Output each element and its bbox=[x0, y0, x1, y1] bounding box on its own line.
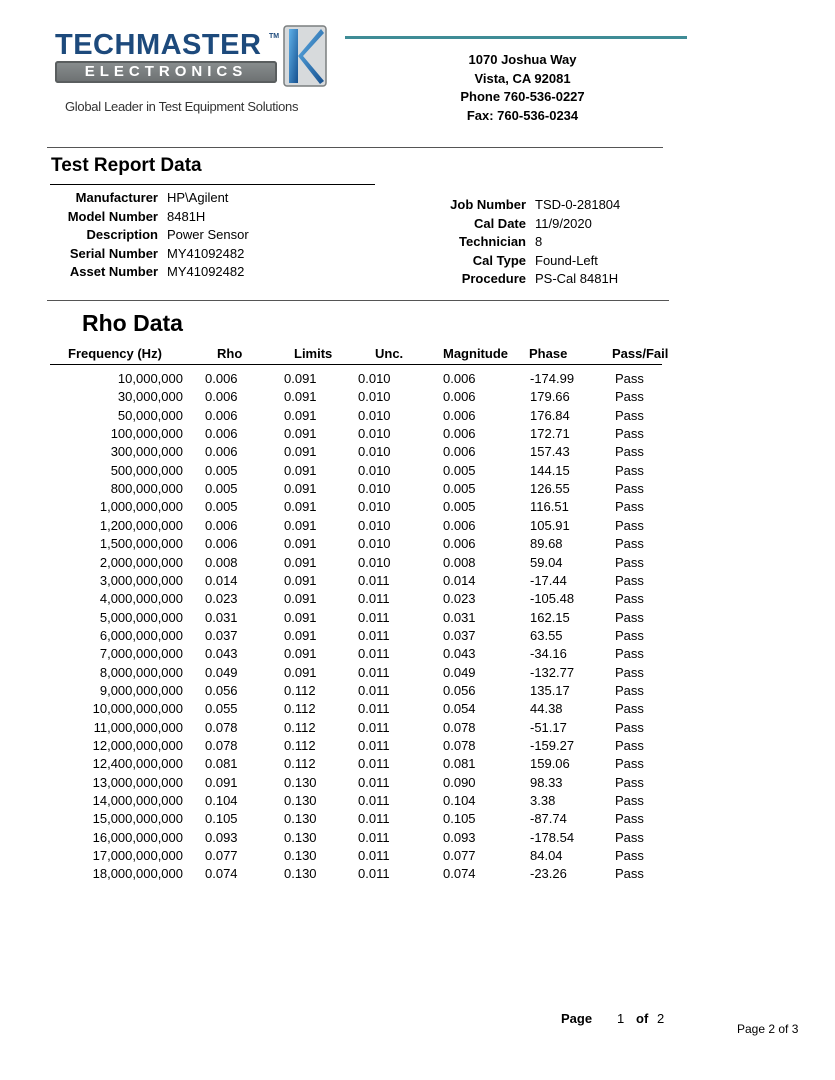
table-row bbox=[0, 866, 700, 882]
cell-pass-fail: Pass bbox=[615, 664, 644, 680]
table-row bbox=[0, 536, 700, 552]
cell-frequency: 8,000,000,000 bbox=[99, 664, 183, 680]
address-phone: Phone 760-536-0227 bbox=[460, 89, 585, 104]
table-row bbox=[0, 610, 700, 626]
cell-limits: 0.130 bbox=[284, 829, 317, 845]
cell-frequency: 1,500,000,000 bbox=[99, 536, 183, 552]
cell-phase: 84.04 bbox=[530, 848, 563, 864]
column-header-limits: Limits bbox=[294, 346, 333, 361]
logo-brand-top: TECHMASTER bbox=[55, 29, 262, 61]
cell-limits: 0.112 bbox=[284, 756, 316, 772]
cell-unc: 0.010 bbox=[358, 481, 391, 497]
cell-frequency: 4,000,000,000 bbox=[99, 591, 183, 607]
cell-magnitude: 0.006 bbox=[443, 426, 476, 442]
cell-phase: -132.77 bbox=[530, 664, 575, 680]
cell-frequency: 3,000,000,000 bbox=[99, 572, 183, 588]
cell-magnitude: 0.078 bbox=[443, 738, 476, 753]
info-label: Job Number bbox=[450, 197, 526, 212]
info-label: Serial Number bbox=[69, 245, 158, 261]
cell-rho: 0.008 bbox=[205, 554, 238, 570]
table-row bbox=[0, 756, 700, 772]
cell-phase: -87.74 bbox=[530, 811, 567, 827]
cell-rho: 0.006 bbox=[205, 426, 238, 442]
cell-limits: 0.091 bbox=[284, 444, 317, 460]
header-accent-rule bbox=[345, 36, 687, 39]
column-header-magnitude: Magnitude bbox=[443, 346, 508, 361]
table-row bbox=[0, 371, 700, 387]
cell-magnitude: 0.005 bbox=[443, 499, 476, 515]
cell-unc: 0.010 bbox=[358, 407, 391, 423]
cell-limits: 0.112 bbox=[284, 701, 316, 717]
cell-phase: 63.55 bbox=[530, 627, 563, 643]
cell-magnitude: 0.006 bbox=[443, 517, 476, 533]
cell-limits: 0.091 bbox=[284, 462, 317, 478]
cell-phase: 59.04 bbox=[530, 554, 563, 570]
cell-pass-fail: Pass bbox=[615, 811, 644, 827]
cell-frequency: 1,000,000,000 bbox=[99, 499, 183, 515]
cell-pass-fail: Pass bbox=[615, 756, 644, 772]
cell-limits: 0.091 bbox=[284, 554, 317, 570]
cell-unc: 0.011 bbox=[358, 591, 390, 607]
cell-unc: 0.010 bbox=[358, 426, 391, 442]
cell-frequency: 10,000,000,000 bbox=[92, 701, 183, 717]
info-row-model-number bbox=[0, 208, 380, 227]
cell-pass-fail: Pass bbox=[615, 682, 644, 698]
table-header-rule bbox=[50, 364, 662, 365]
cell-pass-fail: Pass bbox=[615, 609, 644, 625]
cell-rho: 0.081 bbox=[205, 756, 238, 772]
cell-frequency: 11,000,000,000 bbox=[93, 719, 183, 735]
cell-unc: 0.011 bbox=[358, 609, 390, 625]
info-label: Model Number bbox=[67, 208, 158, 224]
cell-phase: -178.54 bbox=[530, 829, 575, 845]
cell-pass-fail: Pass bbox=[615, 738, 644, 753]
table-row bbox=[0, 665, 700, 681]
address-street: 1070 Joshua Way bbox=[468, 52, 577, 67]
cell-rho: 0.006 bbox=[205, 389, 238, 405]
job-info bbox=[400, 196, 660, 291]
info-value: MY41092482 bbox=[167, 245, 245, 261]
cell-limits: 0.091 bbox=[284, 664, 317, 680]
table-row bbox=[0, 720, 700, 736]
cell-pass-fail: Pass bbox=[615, 701, 644, 717]
divider bbox=[47, 300, 669, 301]
cell-phase: -174.99 bbox=[530, 371, 575, 386]
cell-unc: 0.010 bbox=[358, 517, 391, 533]
info-label: Cal Date bbox=[473, 215, 526, 231]
cell-frequency: 14,000,000,000 bbox=[92, 793, 183, 809]
info-value: PS-Cal 8481H bbox=[535, 271, 619, 287]
cell-magnitude: 0.014 bbox=[443, 572, 476, 588]
info-row-description bbox=[0, 226, 380, 245]
column-header-rho: Rho bbox=[217, 346, 243, 361]
cell-frequency: 16,000,000,000 bbox=[92, 829, 183, 845]
cell-pass-fail: Pass bbox=[615, 646, 644, 662]
cell-rho: 0.043 bbox=[205, 646, 238, 662]
cell-frequency: 500,000,000 bbox=[110, 462, 183, 478]
table-row bbox=[0, 573, 700, 589]
cell-pass-fail: Pass bbox=[615, 774, 644, 790]
info-row-serial-number bbox=[0, 245, 380, 264]
cell-pass-fail: Pass bbox=[615, 481, 644, 497]
cell-pass-fail: Pass bbox=[615, 499, 644, 515]
cell-limits: 0.091 bbox=[284, 407, 317, 423]
cell-phase: 135.17 bbox=[530, 682, 570, 698]
cell-pass-fail: Pass bbox=[615, 371, 644, 386]
cell-phase: 98.33 bbox=[530, 774, 563, 790]
pdf-page-indicator: Page 2 of 3 bbox=[737, 1022, 799, 1036]
cell-magnitude: 0.077 bbox=[443, 848, 476, 864]
table-row bbox=[0, 591, 700, 607]
cell-pass-fail: Pass bbox=[615, 462, 644, 478]
cell-frequency: 800,000,000 bbox=[110, 481, 183, 497]
cell-unc: 0.011 bbox=[358, 719, 390, 735]
cell-phase: -51.17 bbox=[530, 719, 567, 735]
cell-unc: 0.010 bbox=[358, 499, 391, 515]
cell-unc: 0.011 bbox=[358, 664, 390, 680]
cell-phase: -17.44 bbox=[530, 572, 567, 588]
cell-unc: 0.010 bbox=[358, 462, 391, 478]
cell-pass-fail: Pass bbox=[615, 536, 644, 552]
info-row-technician bbox=[400, 233, 660, 252]
cell-limits: 0.091 bbox=[284, 646, 317, 662]
info-row-asset-number bbox=[0, 263, 380, 282]
cell-unc: 0.010 bbox=[358, 389, 391, 405]
cell-rho: 0.105 bbox=[205, 811, 238, 827]
cell-pass-fail: Pass bbox=[615, 517, 644, 533]
cell-magnitude: 0.104 bbox=[443, 793, 476, 809]
cell-phase: 126.55 bbox=[530, 481, 570, 497]
cell-limits: 0.130 bbox=[284, 866, 317, 882]
cell-pass-fail: Pass bbox=[615, 866, 644, 882]
cell-magnitude: 0.005 bbox=[443, 462, 476, 478]
cell-rho: 0.077 bbox=[205, 848, 238, 864]
cell-rho: 0.006 bbox=[205, 371, 238, 386]
cell-phase: -34.16 bbox=[530, 646, 567, 662]
cell-phase: -105.48 bbox=[530, 591, 575, 607]
cell-pass-fail: Pass bbox=[615, 572, 644, 588]
cell-rho: 0.104 bbox=[205, 793, 238, 809]
info-label: Description bbox=[86, 227, 158, 243]
cell-limits: 0.112 bbox=[284, 682, 316, 698]
info-value: 8 bbox=[535, 234, 543, 250]
info-label: Manufacturer bbox=[75, 190, 158, 205]
table-row bbox=[0, 811, 700, 827]
cell-phase: 162.15 bbox=[530, 609, 570, 625]
cell-limits: 0.130 bbox=[284, 811, 317, 827]
cell-pass-fail: Pass bbox=[615, 426, 644, 442]
cell-rho: 0.078 bbox=[205, 719, 238, 735]
table-row bbox=[0, 738, 700, 754]
cell-limits: 0.091 bbox=[284, 572, 317, 588]
page-total: 2 bbox=[657, 1011, 665, 1026]
cell-frequency: 10,000,000 bbox=[117, 371, 183, 386]
cell-unc: 0.011 bbox=[358, 756, 390, 772]
logo-trademark: TM bbox=[269, 33, 280, 40]
k-emblem-icon bbox=[283, 25, 327, 87]
cell-phase: 116.51 bbox=[530, 499, 569, 515]
info-value: Power Sensor bbox=[167, 227, 249, 243]
info-row-job-number bbox=[400, 196, 660, 215]
cell-rho: 0.055 bbox=[205, 701, 238, 717]
cell-magnitude: 0.006 bbox=[443, 389, 476, 405]
cell-limits: 0.091 bbox=[284, 371, 317, 386]
table-row bbox=[0, 628, 700, 644]
logo-tagline: Global Leader in Test Equipment Solutions bbox=[65, 99, 299, 114]
column-header-phase: Phase bbox=[529, 346, 568, 361]
info-row-cal-type bbox=[400, 252, 660, 271]
cell-pass-fail: Pass bbox=[615, 627, 644, 643]
company-address bbox=[430, 51, 615, 125]
cell-rho: 0.093 bbox=[205, 829, 238, 845]
cell-frequency: 300,000,000 bbox=[110, 444, 183, 460]
cell-unc: 0.011 bbox=[358, 682, 390, 698]
cell-unc: 0.011 bbox=[358, 646, 390, 662]
cell-magnitude: 0.006 bbox=[443, 444, 476, 460]
cell-frequency: 5,000,000,000 bbox=[99, 609, 183, 625]
cell-phase: 159.06 bbox=[530, 756, 570, 772]
cell-frequency: 9,000,000,000 bbox=[99, 682, 183, 698]
cell-limits: 0.091 bbox=[284, 426, 317, 442]
cell-frequency: 30,000,000 bbox=[117, 389, 183, 405]
info-label: Asset Number bbox=[69, 264, 158, 280]
cell-magnitude: 0.054 bbox=[443, 701, 476, 717]
title-underline bbox=[50, 184, 375, 185]
cell-frequency: 18,000,000,000 bbox=[92, 866, 183, 882]
cell-rho: 0.056 bbox=[205, 682, 238, 698]
company-logo bbox=[55, 25, 330, 120]
cell-phase: 157.43 bbox=[530, 444, 570, 460]
table-row bbox=[0, 389, 700, 405]
cell-pass-fail: Pass bbox=[615, 554, 644, 570]
column-header-unc: Unc. bbox=[375, 346, 404, 361]
cell-unc: 0.011 bbox=[358, 701, 390, 717]
page-number: 1 bbox=[617, 1011, 625, 1026]
cell-pass-fail: Pass bbox=[615, 848, 644, 864]
table-row bbox=[0, 555, 700, 571]
cell-phase: 3.38 bbox=[530, 793, 556, 809]
cell-rho: 0.006 bbox=[205, 407, 238, 423]
cell-phase: -23.26 bbox=[530, 866, 567, 882]
cell-frequency: 12,000,000,000 bbox=[92, 738, 183, 753]
cell-magnitude: 0.074 bbox=[443, 866, 476, 882]
cell-magnitude: 0.037 bbox=[443, 627, 476, 643]
column-header-pass-fail: Pass/Fail bbox=[612, 346, 669, 361]
cell-pass-fail: Pass bbox=[615, 793, 644, 809]
cell-unc: 0.010 bbox=[358, 536, 391, 552]
cell-rho: 0.091 bbox=[205, 774, 238, 790]
table-row bbox=[0, 793, 700, 809]
info-row-cal-date bbox=[400, 215, 660, 234]
report-title: Test Report Data bbox=[51, 155, 202, 176]
cell-rho: 0.078 bbox=[205, 738, 238, 753]
cell-limits: 0.091 bbox=[284, 481, 317, 497]
cell-frequency: 15,000,000,000 bbox=[92, 811, 183, 827]
cell-limits: 0.091 bbox=[284, 627, 317, 643]
cell-magnitude: 0.023 bbox=[443, 591, 476, 607]
cell-rho: 0.005 bbox=[205, 499, 238, 515]
cell-frequency: 2,000,000,000 bbox=[99, 554, 183, 570]
cell-frequency: 100,000,000 bbox=[110, 426, 183, 442]
cell-rho: 0.006 bbox=[205, 517, 238, 533]
cell-rho: 0.049 bbox=[205, 664, 238, 680]
table-row bbox=[0, 701, 700, 717]
cell-magnitude: 0.006 bbox=[443, 371, 476, 386]
cell-phase: 89.68 bbox=[530, 536, 563, 552]
info-label: Technician bbox=[459, 234, 526, 250]
cell-frequency: 1,200,000,000 bbox=[99, 517, 183, 533]
cell-frequency: 12,400,000,000 bbox=[92, 756, 183, 772]
cell-rho: 0.005 bbox=[205, 481, 238, 497]
cell-pass-fail: Pass bbox=[615, 444, 644, 460]
cell-frequency: 17,000,000,000 bbox=[92, 848, 183, 864]
cell-unc: 0.010 bbox=[358, 554, 391, 570]
cell-magnitude: 0.081 bbox=[443, 756, 476, 772]
cell-unc: 0.011 bbox=[358, 793, 390, 809]
logo-brand-bottom: ELECTRONICS bbox=[84, 63, 248, 80]
table-row bbox=[0, 830, 700, 846]
cell-magnitude: 0.006 bbox=[443, 407, 476, 423]
cell-unc: 0.010 bbox=[358, 371, 391, 386]
cell-rho: 0.037 bbox=[205, 627, 238, 643]
info-row-manufacturer bbox=[0, 189, 380, 208]
cell-magnitude: 0.056 bbox=[443, 682, 476, 698]
cell-magnitude: 0.093 bbox=[443, 829, 476, 845]
cell-phase: 105.91 bbox=[530, 517, 570, 533]
cell-limits: 0.091 bbox=[284, 536, 317, 552]
logo-bar bbox=[55, 61, 277, 83]
cell-unc: 0.011 bbox=[358, 627, 390, 643]
cell-limits: 0.130 bbox=[284, 848, 317, 864]
cell-phase: -159.27 bbox=[530, 738, 575, 753]
divider bbox=[47, 147, 663, 148]
cell-limits: 0.112 bbox=[284, 738, 316, 753]
table-row bbox=[0, 683, 700, 699]
cell-magnitude: 0.078 bbox=[443, 719, 476, 735]
address-city: Vista, CA 92081 bbox=[474, 70, 571, 86]
table-row bbox=[0, 646, 700, 662]
section-title: Rho Data bbox=[82, 310, 183, 336]
cell-frequency: 6,000,000,000 bbox=[99, 627, 183, 643]
cell-rho: 0.006 bbox=[205, 444, 238, 460]
cell-unc: 0.010 bbox=[358, 444, 391, 460]
cell-magnitude: 0.105 bbox=[443, 811, 476, 827]
cell-limits: 0.091 bbox=[284, 389, 317, 405]
table-row bbox=[0, 518, 700, 534]
cell-frequency: 7,000,000,000 bbox=[99, 646, 183, 662]
cell-unc: 0.011 bbox=[358, 866, 390, 882]
info-row-procedure bbox=[400, 270, 660, 289]
cell-limits: 0.112 bbox=[284, 719, 316, 735]
address-fax: Fax: 760-536-0234 bbox=[466, 107, 579, 123]
cell-limits: 0.130 bbox=[284, 774, 317, 790]
info-value: MY41092482 bbox=[167, 264, 245, 280]
cell-phase: 172.71 bbox=[530, 426, 570, 442]
table-row bbox=[0, 775, 700, 791]
cell-phase: 144.15 bbox=[530, 462, 570, 478]
cell-frequency: 50,000,000 bbox=[117, 407, 183, 423]
cell-magnitude: 0.090 bbox=[443, 774, 476, 790]
cell-rho: 0.031 bbox=[205, 609, 238, 625]
cell-limits: 0.091 bbox=[284, 517, 317, 533]
cell-rho: 0.023 bbox=[205, 591, 238, 607]
cell-pass-fail: Pass bbox=[615, 389, 644, 405]
cell-unc: 0.011 bbox=[358, 774, 390, 790]
page-of-label: of bbox=[636, 1011, 649, 1026]
cell-pass-fail: Pass bbox=[615, 407, 644, 423]
cell-limits: 0.091 bbox=[284, 609, 317, 625]
cell-pass-fail: Pass bbox=[615, 829, 644, 845]
info-value: 8481H bbox=[167, 208, 206, 224]
cell-rho: 0.014 bbox=[205, 572, 238, 588]
table-row bbox=[0, 426, 700, 442]
info-value: 11/9/2020 bbox=[535, 215, 592, 231]
cell-magnitude: 0.043 bbox=[443, 646, 476, 662]
cell-unc: 0.011 bbox=[358, 848, 390, 864]
info-value: Found-Left bbox=[535, 252, 598, 268]
cell-limits: 0.091 bbox=[284, 499, 317, 515]
cell-limits: 0.130 bbox=[284, 793, 317, 809]
cell-magnitude: 0.008 bbox=[443, 554, 476, 570]
table-row bbox=[0, 463, 700, 479]
cell-magnitude: 0.049 bbox=[443, 664, 476, 680]
cell-unc: 0.011 bbox=[358, 829, 390, 845]
table-row bbox=[0, 848, 700, 864]
cell-unc: 0.011 bbox=[358, 811, 390, 827]
cell-magnitude: 0.031 bbox=[443, 609, 476, 625]
cell-pass-fail: Pass bbox=[615, 719, 644, 735]
info-value: TSD-0-281804 bbox=[535, 197, 621, 212]
cell-phase: 179.66 bbox=[530, 389, 570, 405]
cell-unc: 0.011 bbox=[358, 572, 390, 588]
page-label: Page bbox=[561, 1011, 593, 1026]
equipment-info bbox=[0, 189, 380, 284]
table-row bbox=[0, 481, 700, 497]
cell-phase: 176.84 bbox=[530, 407, 570, 423]
cell-rho: 0.074 bbox=[205, 866, 238, 882]
cell-rho: 0.005 bbox=[205, 462, 238, 478]
info-label: Procedure bbox=[461, 271, 526, 287]
cell-frequency: 13,000,000,000 bbox=[92, 774, 183, 790]
cell-magnitude: 0.005 bbox=[443, 481, 476, 497]
column-header-frequency: Frequency (Hz) bbox=[68, 346, 162, 361]
cell-rho: 0.006 bbox=[205, 536, 238, 552]
cell-magnitude: 0.006 bbox=[443, 536, 476, 552]
cell-limits: 0.091 bbox=[284, 591, 317, 607]
table-row bbox=[0, 408, 700, 424]
table-row bbox=[0, 499, 700, 515]
cell-phase: 44.38 bbox=[530, 701, 563, 717]
cell-pass-fail: Pass bbox=[615, 591, 644, 607]
info-value: HP\Agilent bbox=[167, 190, 229, 205]
cell-unc: 0.011 bbox=[358, 738, 390, 753]
table-row bbox=[0, 444, 700, 460]
info-label: Cal Type bbox=[472, 252, 526, 268]
